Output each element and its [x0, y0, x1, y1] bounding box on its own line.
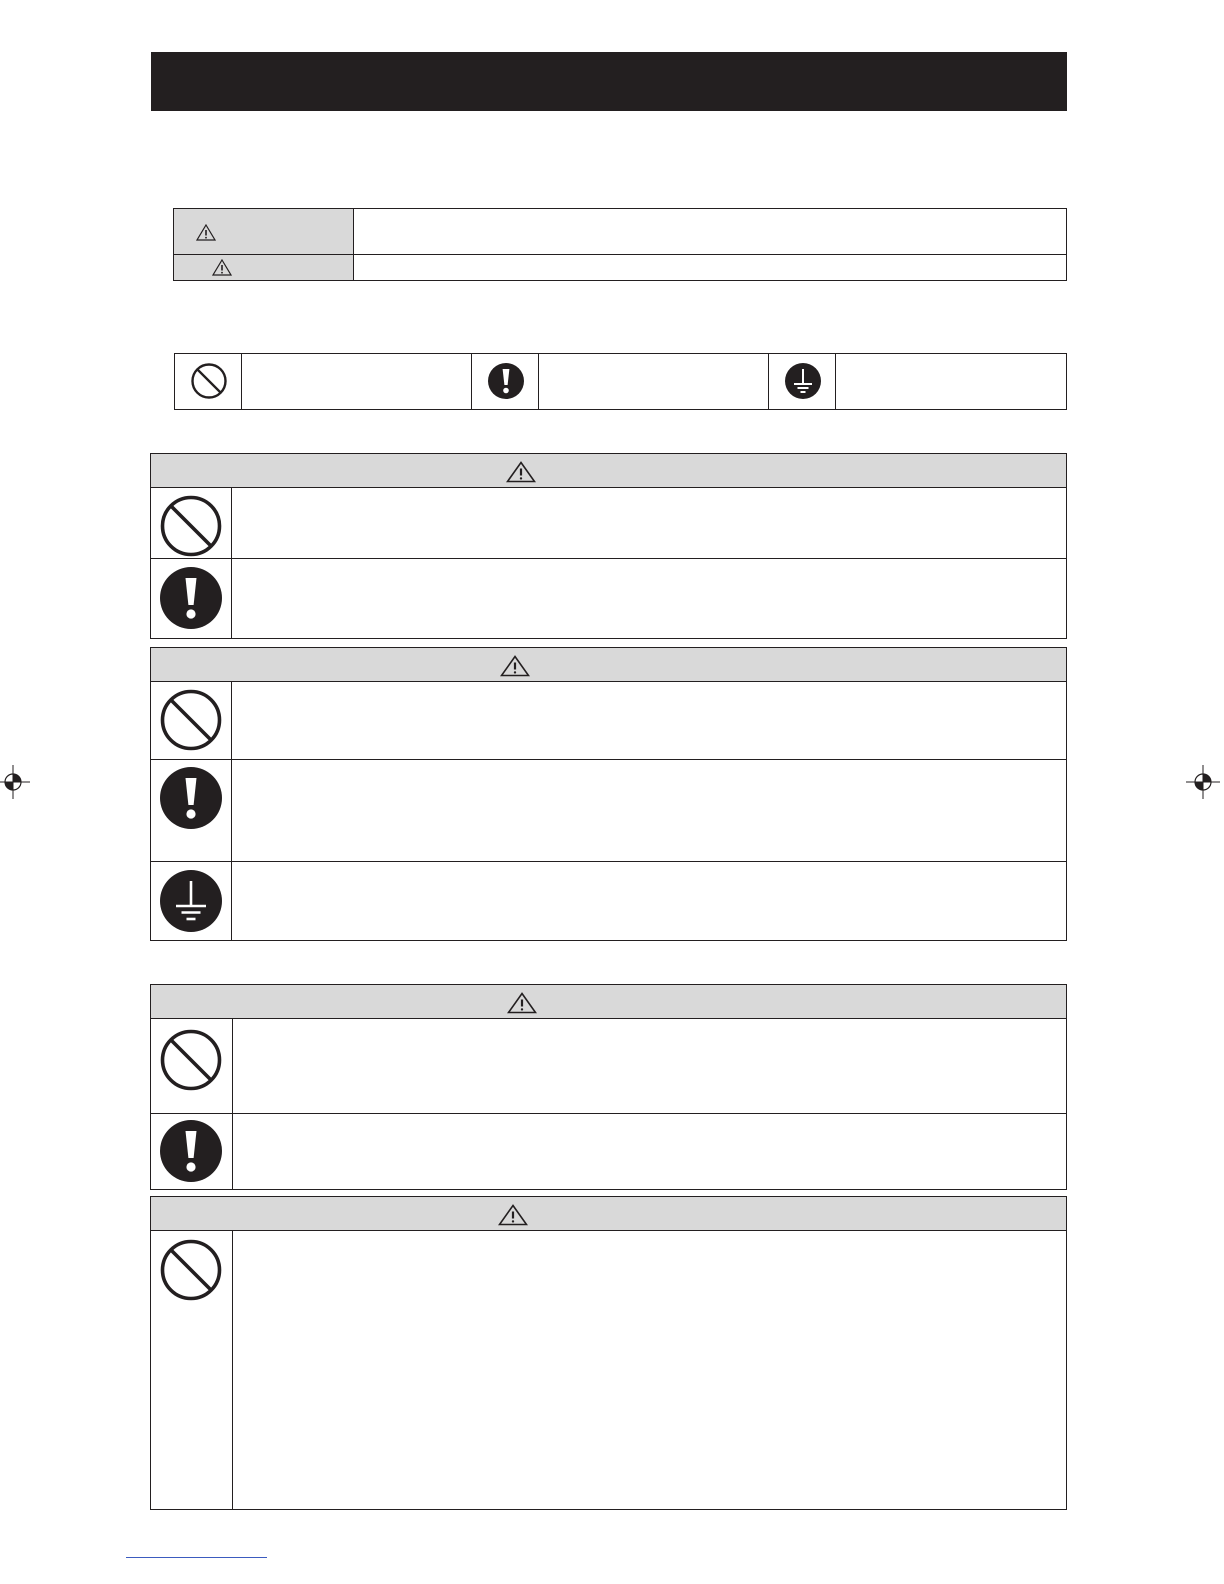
caution-box-header: [151, 648, 1066, 682]
warning-triangle-icon: [212, 259, 232, 276]
warning-item: [151, 1114, 1066, 1189]
legend-row-caution: [174, 255, 1066, 280]
symbol-cell-mandatory: [472, 354, 539, 409]
caution-item: [151, 682, 1066, 760]
prohibition-icon: [159, 1238, 223, 1302]
signal-word-legend: [173, 208, 1067, 281]
warning-item-icon-cell: [151, 1019, 233, 1113]
caution-item-icon-cell: [151, 760, 232, 861]
legend-label-cell: [174, 209, 354, 254]
title-bar: [151, 52, 1067, 111]
warning-item-icon-cell: [151, 1114, 233, 1189]
registration-mark-left: [0, 765, 30, 799]
caution-item-icon-cell: [151, 682, 232, 759]
mandatory-action-icon: [487, 362, 525, 400]
warning-item: [151, 1019, 1066, 1114]
caution-item: [151, 862, 1066, 940]
mandatory-action-icon: [159, 566, 223, 630]
warning-item-icon-cell: [151, 488, 232, 558]
caution-item: [151, 760, 1066, 862]
symbol-cell-prohibition: [175, 354, 242, 409]
caution-box: [150, 647, 1067, 941]
caution-item-icon-cell: [151, 862, 232, 940]
symbol-text-cell: [242, 354, 472, 409]
warning-triangle-icon: [196, 224, 216, 241]
warning-item: [151, 559, 1066, 638]
warning-triangle-icon: [507, 992, 537, 1014]
caution-box-header: [151, 1197, 1066, 1231]
warning-item: [151, 488, 1066, 559]
mandatory-action-icon: [159, 766, 223, 830]
warning-triangle-icon: [506, 461, 536, 483]
ground-icon: [159, 869, 223, 933]
legend-row-warning: [174, 209, 1066, 255]
prohibition-icon: [190, 362, 228, 400]
symbol-text-cell: [539, 354, 769, 409]
warning-box-header: [151, 454, 1066, 488]
warning-triangle-icon: [498, 1204, 528, 1226]
legend-label-cell: [174, 255, 354, 280]
symbol-legend: [174, 353, 1067, 410]
warning-box: [150, 453, 1067, 639]
prohibition-icon: [159, 1028, 223, 1092]
ground-icon: [784, 362, 822, 400]
registration-mark-right: [1186, 765, 1220, 799]
caution-item: [151, 1231, 1066, 1509]
footer-rule: [126, 1557, 267, 1558]
symbol-text-cell: [836, 354, 1066, 409]
symbol-cell-ground: [769, 354, 836, 409]
warning-item-icon-cell: [151, 559, 232, 638]
warning-triangle-icon: [500, 655, 530, 677]
caution-item-icon-cell: [151, 1231, 233, 1509]
prohibition-icon: [159, 494, 223, 558]
mandatory-action-icon: [159, 1119, 223, 1183]
prohibition-icon: [159, 688, 223, 752]
warning-box-header: [151, 985, 1066, 1019]
warning-box: [150, 984, 1067, 1190]
caution-box: [150, 1196, 1067, 1510]
